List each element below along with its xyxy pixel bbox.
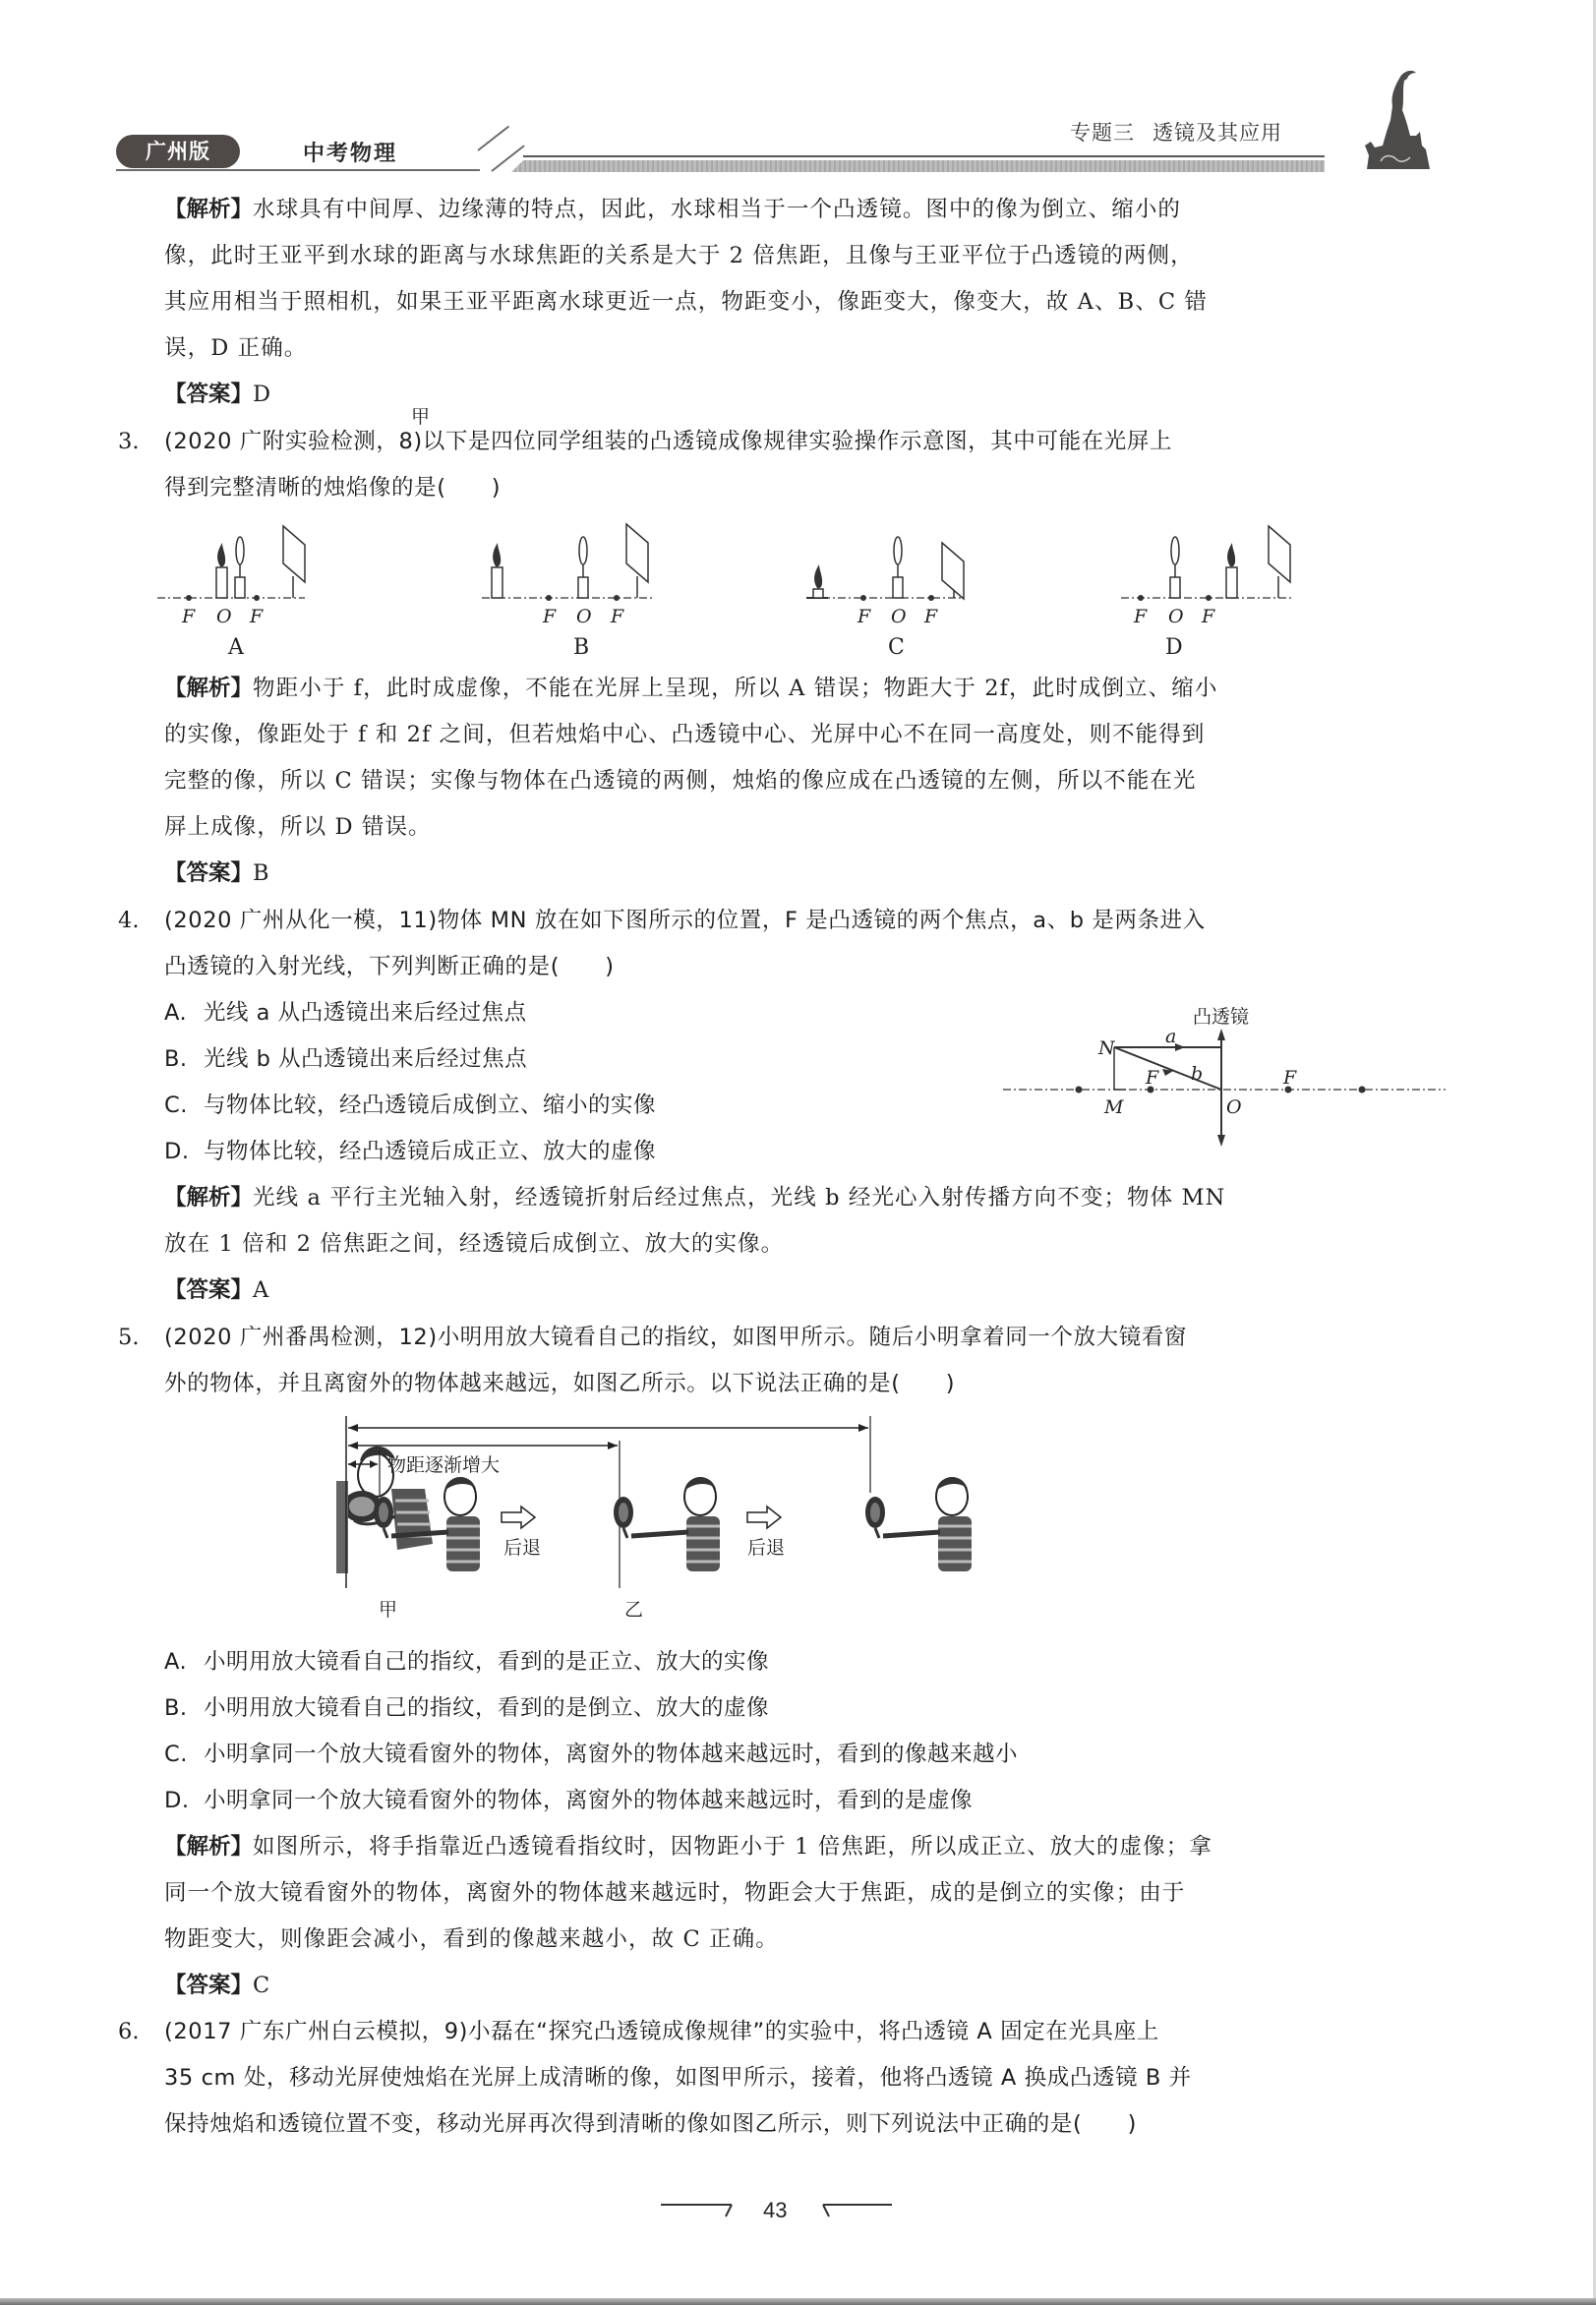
analysis-text: 【解析】如图所示，将手指靠近凸透镜看指纹时，因物距小于 1 倍焦距，所以成正立、放大的虚像；拿 xyxy=(164,1834,1212,1860)
question-stem: (2017 广东广州白云模拟，9)小磊在“探究凸透镜成像规律”的实验中，将凸透镜 A 固定在光具座上 xyxy=(164,2019,1159,2044)
panel-b xyxy=(482,524,654,660)
analysis-text: 像，此时王亚平到水球的距离与水球焦距的关系是大于 2 倍焦距，且像与王亚平位于凸透镜的两侧， xyxy=(164,243,1194,268)
analysis-text: 【解析】物距小于 f，此时成虚像，不能在光屏上呈现，所以 A 错误；物距大于 2f，此时成倒立、缩小 xyxy=(164,676,1218,701)
svg-text:F: F xyxy=(182,606,196,627)
question-stem: 凸透镜的入射光线，下列判断正确的是( ) xyxy=(164,954,615,979)
panel-c xyxy=(806,537,964,660)
step-label: 后退 xyxy=(747,1537,786,1559)
svg-text:甲: 甲 xyxy=(411,406,431,428)
analysis-text: 【解析】光线 a 平行主光轴入射，经透镜折射后经过焦点，光线 b 经光心入射传播方向不变；物体 MN xyxy=(164,1185,1226,1211)
question-stem: 得到完整清晰的烛焰像的是( ) xyxy=(164,475,502,501)
option-b[interactable]: B. 光线 b 从凸透镜出来后经过焦点 xyxy=(164,1046,528,1072)
option-c[interactable]: C. 小明拿同一个放大镜看窗外的物体，离窗外的物体越来越远时，看到的像越来越小 xyxy=(164,1742,1019,1767)
caption-jia: 甲 xyxy=(379,1599,398,1621)
svg-text:F: F xyxy=(1283,1067,1297,1089)
option-a[interactable]: A. 光线 a 从凸透镜出来后经过焦点 xyxy=(164,1000,527,1026)
header-band xyxy=(511,160,1325,172)
svg-text:F: F xyxy=(250,606,264,627)
answer-line xyxy=(164,858,270,888)
page-edge xyxy=(0,2298,1596,2305)
svg-text:A: A xyxy=(228,635,244,660)
book-title: 中考物理 xyxy=(303,142,398,166)
svg-text:F: F xyxy=(543,606,557,627)
svg-text:F: F xyxy=(611,606,624,627)
header-rule xyxy=(523,155,1325,157)
analysis-tag: 【解析】 xyxy=(164,676,254,701)
analysis-tag: 【解析】 xyxy=(164,1185,254,1211)
lens-ray-diagram xyxy=(998,993,1450,1154)
analysis-text: 物距变大，则像距会减小，看到的像越来越小，故 C 正确。 xyxy=(164,1926,779,1952)
page-header xyxy=(0,0,1596,177)
question-stem: (2020 广州从化一模，11)物体 MN 放在如下图所示的位置，F 是凸透镜的两个焦点，a、b 是两条进入 xyxy=(164,908,1206,933)
question-number: 3. xyxy=(118,429,140,454)
answer-line xyxy=(164,1275,269,1305)
svg-text:O: O xyxy=(1168,606,1184,627)
analysis-text: 完整的像，所以 C 错误；实像与物体在凸透镜的两侧，烛焰的像应成在凸透镜的左侧，所以不能在光 xyxy=(164,768,1197,794)
question-number: 4. xyxy=(118,908,140,933)
header-rule xyxy=(116,169,480,171)
answer-value: C xyxy=(253,1973,271,1998)
svg-text:F: F xyxy=(1146,1067,1159,1089)
edition-badge: 广州版 xyxy=(116,135,240,168)
analysis-text: 放在 1 倍和 2 倍焦距之间，经透镜后成倒立、放大的实像。 xyxy=(164,1231,785,1257)
analysis-tag: 【解析】 xyxy=(164,1834,254,1860)
analysis-text: 其应用相当于照相机，如果王亚平距离水球更近一点，物距变小，像距变大，像变大，故 A、B、C 错 xyxy=(164,289,1209,315)
distance-label: 物距逐渐增大 xyxy=(387,1454,501,1476)
question-number: 6. xyxy=(118,2019,140,2044)
svg-text:43: 43 xyxy=(763,2198,788,2222)
option-d[interactable]: D. 与物体比较，经凸透镜后成正立、放大的虚像 xyxy=(164,1139,657,1164)
svg-text:D: D xyxy=(1165,635,1183,660)
svg-text:N: N xyxy=(1098,1037,1115,1059)
lens-setup-figure xyxy=(157,521,1436,673)
svg-text:C: C xyxy=(888,635,905,660)
question-stem: (2020 广州番禺检测，12)小明用放大镜看自己的指纹，如图甲所示。随后小明拿着同一个放大镜看窗 xyxy=(164,1325,1188,1350)
answer-value: D xyxy=(253,382,272,407)
question-stem: 外的物体，并且离窗外的物体越来越远，如图乙所示。以下说法正确的是( ) xyxy=(164,1371,956,1396)
analysis-text: 的实像，像距处于 f 和 2f 之间，但若烛焰中心、凸透镜中心、光屏中心不在同一高度处，则不能得到 xyxy=(164,722,1206,747)
step-label: 后退 xyxy=(503,1537,542,1559)
chapter-label: 专题三 xyxy=(1070,121,1135,145)
svg-text:O: O xyxy=(1226,1096,1242,1118)
answer-tag: 【答案】 xyxy=(164,1277,254,1303)
question-number: 5. xyxy=(118,1325,140,1350)
option-c[interactable]: C. 与物体比较，经凸透镜后成倒立、缩小的实像 xyxy=(164,1093,657,1118)
svg-text:M: M xyxy=(1104,1096,1124,1118)
svg-text:O: O xyxy=(216,606,232,627)
question-stem: 35 cm 处，移动光屏使烛焰在光屏上成清晰的像，如图甲所示，接着，他将凸透镜 A 换成凸透镜 B 并 xyxy=(164,2065,1192,2091)
question-stem: 保持烛焰和透镜位置不变，移动光屏再次得到清晰的像如图乙所示，则下列说法中正确的是( ) xyxy=(164,2111,1137,2137)
svg-text:O: O xyxy=(891,606,907,627)
figure-yi xyxy=(336,1416,972,1588)
caption-yi: 乙 xyxy=(624,1599,644,1621)
option-b[interactable]: B. 小明用放大镜看自己的指纹，看到的是倒立、放大的虚像 xyxy=(164,1695,770,1721)
answer-tag: 【答案】 xyxy=(164,1973,254,1998)
answer-value: B xyxy=(253,860,270,886)
analysis-text: 屏上成像，所以 D 错误。 xyxy=(164,814,432,840)
svg-text:b: b xyxy=(1191,1063,1204,1085)
option-a[interactable]: A. 小明用放大镜看自己的指纹，看到的是正立、放大的实像 xyxy=(164,1649,770,1675)
answer-tag: 【答案】 xyxy=(164,860,254,886)
analysis-text: 误，D 正确。 xyxy=(164,335,308,361)
chapter-title: 透镜及其应用 xyxy=(1153,121,1282,145)
question-stem: (2020 广附实验检测，8)以下是四位同学组装的凸透镜成像规律实验操作示意图，其中可能在光屏上 xyxy=(164,429,1173,454)
chapter-heading xyxy=(1070,117,1282,147)
five-rams-statue-icon xyxy=(1361,67,1440,175)
svg-text:F: F xyxy=(1202,606,1215,627)
svg-text:B: B xyxy=(573,635,590,660)
answer-line xyxy=(164,1971,270,2000)
svg-text:O: O xyxy=(576,606,592,627)
page-number xyxy=(661,2195,897,2224)
panel-d xyxy=(1121,526,1293,660)
analysis-text: 【解析】水球具有中间厚、边缘薄的特点，因此，水球相当于一个凸透镜。图中的像为倒立、缩小的 xyxy=(164,197,1182,222)
analysis-text: 同一个放大镜看窗外的物体，离窗外的物体越来越远时，物距会大于焦距，成的是倒立的实像；由于 xyxy=(164,1880,1186,1906)
header-rule xyxy=(477,126,509,151)
answer-value: A xyxy=(253,1277,270,1303)
option-d[interactable]: D. 小明拿同一个放大镜看窗外的物体，离窗外的物体越来越远时，看到的是虚像 xyxy=(164,1788,974,1813)
svg-text:a: a xyxy=(1165,1026,1177,1047)
answer-tag: 【答案】 xyxy=(164,382,254,407)
svg-text:F: F xyxy=(857,606,871,627)
analysis-tag: 【解析】 xyxy=(164,197,254,222)
svg-text:F: F xyxy=(924,606,938,627)
panel-a xyxy=(157,526,305,660)
svg-text:凸透镜: 凸透镜 xyxy=(1193,1006,1250,1028)
svg-text:F: F xyxy=(1134,606,1148,627)
answer-line xyxy=(164,380,271,409)
